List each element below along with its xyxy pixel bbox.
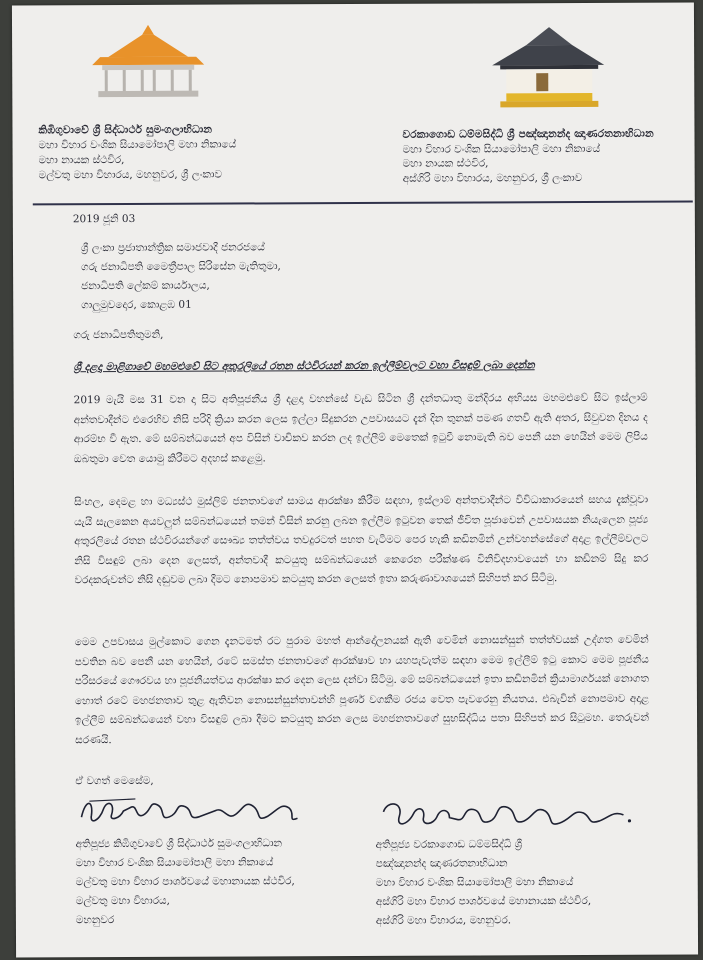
recipient-line: ජනාධිපති ලේකම් කාර්යාලය, xyxy=(81,279,210,293)
recipient-line: ශ්‍රී ලංකා ප්‍රජාතාන්ත්‍රික සමාජවාදී ජනරජයේ xyxy=(80,241,265,255)
letter-date: 2019 ජූනි 03 xyxy=(72,212,136,226)
body-paragraph: සිංහල, දෙමළ හා මධ්‍යස්ථ මුස්ලිම් ජනතාවගේ සාමය ආරක්ෂා කිරීම සඳහා, ඉස්ලාම් අන්තවාදීන්ට විවිධාකාරයෙන් සහය දැක්වූවා යැයි සැලකෙන අයවලුන් සම්බන්ධයෙන් තමන් විසින් කරනු ලබන ඉල්ලීම ඉටුවන තෙක් ජීවිත පූජාවෙන් උපවාසයක නියැලෙන පූජ්‍ය අතුරලියේ රතන ස්ථවිරයන්ගේ සෞඛ්‍ය තත්ත්වය තවදුරටත් පහත වැටීමට පෙර හැකි කඩිනමින් උන්වහන්සේගේ අදාළ ඉල්ලීම්වලට නිසි විසඳුම් ලබා දෙන ලෙසත්, අන්තවාදී කටයුතු සම්බන්ධයෙන් කෙරෙන පරීක්ෂණ විනිවිදභාවයෙන් හා කඩිනම් සිදු කර වරදකරුවන්ට නිසි දඬුවම ලබා දීමට නොපමාව කටයුතු කරන ලෙසත් ඉතා කරුණාවාශයෙන් සිහිපත් කර සිටිමු. xyxy=(74,493,649,587)
signatory-line: අතිපූජ්‍ය වරකාගොඩ ධම්මසිද්ධි ශ්‍රී xyxy=(375,838,523,851)
letter-page xyxy=(12,3,698,958)
right-header-line: මහා විහාර වංශික සියාමෝපාලි මහා නිකායේ xyxy=(402,142,601,156)
left-header-line: මල්වතු මහා විහාරය, මහනුවර, ශ්‍රී ලංකාව xyxy=(38,168,223,182)
subject-line: ශ්‍රී දළදා මාළිගාවේ මහමළුවේ සිට අතුරලියේ රතන ස්ථවිරයන් කරන ඉල්ලීම්වලට වහා විසඳුම් ලබා දෙන්න xyxy=(73,359,535,374)
signatory-line: මල්වතු මහා විහාර පාර්ශවයේ මහානායක ස්ථවිර, xyxy=(75,875,295,889)
closing-phrase: ඒ වගත් මෙසේම, xyxy=(75,774,154,788)
recipient-line: ගාලුමුවදොර, කොළඹ 01 xyxy=(81,298,192,312)
recipient-line: ගරු ජනාධිපති මෛත්‍රීපාල සිරිසේන මැතිතුමා, xyxy=(81,260,281,274)
signatory-line: පඤ්ඤානන්ද ඤාණරතනාභිධාන xyxy=(375,857,508,870)
signatory-line: අතිපූජ්‍ය කිඹිගුවාවේ ශ්‍රී සිද්ධාර්ථ සුමංගලාභිධාන xyxy=(75,837,283,851)
signatory-left xyxy=(76,834,295,930)
signatory-line: මහනුවර xyxy=(75,914,115,927)
asgiri-shrine-logo xyxy=(486,23,612,114)
header-divider xyxy=(33,201,693,206)
body-paragraph: 2019 මැයි මස 31 වන දා සිට අතිපූජනීය ශ්‍රී දළදා වහන්සේ වැඩ සිටින ශ්‍රී දන්තධාතු මන්දිරය අභියස මහමළුවේ සිට ඉස්ලාම් අන්තවාදීන්ට එරෙහිව නිසි පරිදි ක්‍රියා කරන ලෙස ඉල්ලා සිදුකරන උපවාසයට දැන් දින තුනක් පමණ ගතවී ඇති අතර, සිවුවන දිනය ද ආරම්භ වී ඇත. මේ සම්බන්ධයෙන් අප විසින් වාචිකව කරන ලද ඉල්ලීම් මෙතෙක් ඉටුවී නොමැති බව පෙනී යන හෙයින් මෙම ලිපිය ඔබතුමා වෙත යොමු කිරීමට අදහස් කළෙමු. xyxy=(73,391,648,465)
signatory-line: මල්වතු මහා විහාරය, xyxy=(75,894,170,908)
left-organization-name: කිඹිගුවාවේ ශ්‍රී සිද්ධාර්ථ සුමංගලාභිධාන xyxy=(38,123,213,137)
salutation: ගරු ජනාධිපතිතුමනි, xyxy=(73,328,164,342)
right-header-line: අස්ගිරි මහා විහාරය, මහනුවර, ශ්‍රී ලංකාව xyxy=(402,171,583,185)
signature-left xyxy=(75,790,305,831)
left-header-line: මහා නායක ස්ථවිර, xyxy=(38,154,125,167)
malwathu-pavilion-logo xyxy=(88,23,208,100)
recipient-address xyxy=(81,238,281,315)
signatory-line: මහා විහාර වංශික සියාමෝපාලි මහා නිකායේ xyxy=(375,876,574,889)
signature-right xyxy=(377,795,637,836)
left-header-line: මහා විහාර වංශික සියාමෝපාලි මහා නිකායේ xyxy=(38,138,237,152)
header-right xyxy=(402,127,692,186)
signatory-right xyxy=(376,835,592,931)
signatory-line: අස්ගිරි මහා විහාරය, මහනුවර. xyxy=(375,914,512,927)
right-header-line: මහා නායක ස්ථවිර, xyxy=(402,157,489,170)
signatory-line: අස්ගිරි මහා විහාර පාර්ශවයේ මහානායක ස්ථවිර, xyxy=(375,894,592,908)
signatory-line: මහා විහාර වංශික සියාමෝපාලි මහා නිකායේ xyxy=(75,856,274,870)
right-organization-name: වරකාගොඩ ධම්මසිද්ධි ශ්‍රී පඤ්ඤානන්ද ඤාණරතනාභිධාන xyxy=(402,127,654,141)
body-paragraph: මෙම උපවාසය මුල්කොට ගෙන දැනටමත් රට පුරාම මහත් ආන්දෝලනයක් ඇති වෙමින් නොසන්සුන් තත්ත්වයක් උද්ගත වෙමින් පවතින බව පෙනී යන හෙයින්, රටේ සමස්ත ජනතාවගේ ආරක්ෂාව හා යහපැවැත්ම සඳහා මෙම ඉල්ලීම් ඉටු කොට මෙම පූජනීය පරිසරයේ ගෞරවය හා පූජනීයත්වය ආරක්ෂා කර දෙන ලෙස දන්වා සිටිමු. මේ සම්බන්ධයෙන් ඉතා කඩිනමින් ක්‍රියාමාර්ගයක් නොගත හොත් රටේ මහජනතාව තුළ ඇතිවන නොසන්සුන්තාවන්හි පූර්ණ වගකීම රජය වෙත පැවරෙනු නියතය. එබැවින් නොපමාව අදාළ ඉල්ලීම් සම්බන්ධයෙන් වහා විසඳුම් ලබා දීමට කටයුතු කරන ලෙස මහජනතාවගේ සුභසිද්ධිය පතා සිහිපත් කර සිටුමහ. තෙරුවන් සරණයි. xyxy=(74,633,650,746)
header-left xyxy=(38,122,338,183)
